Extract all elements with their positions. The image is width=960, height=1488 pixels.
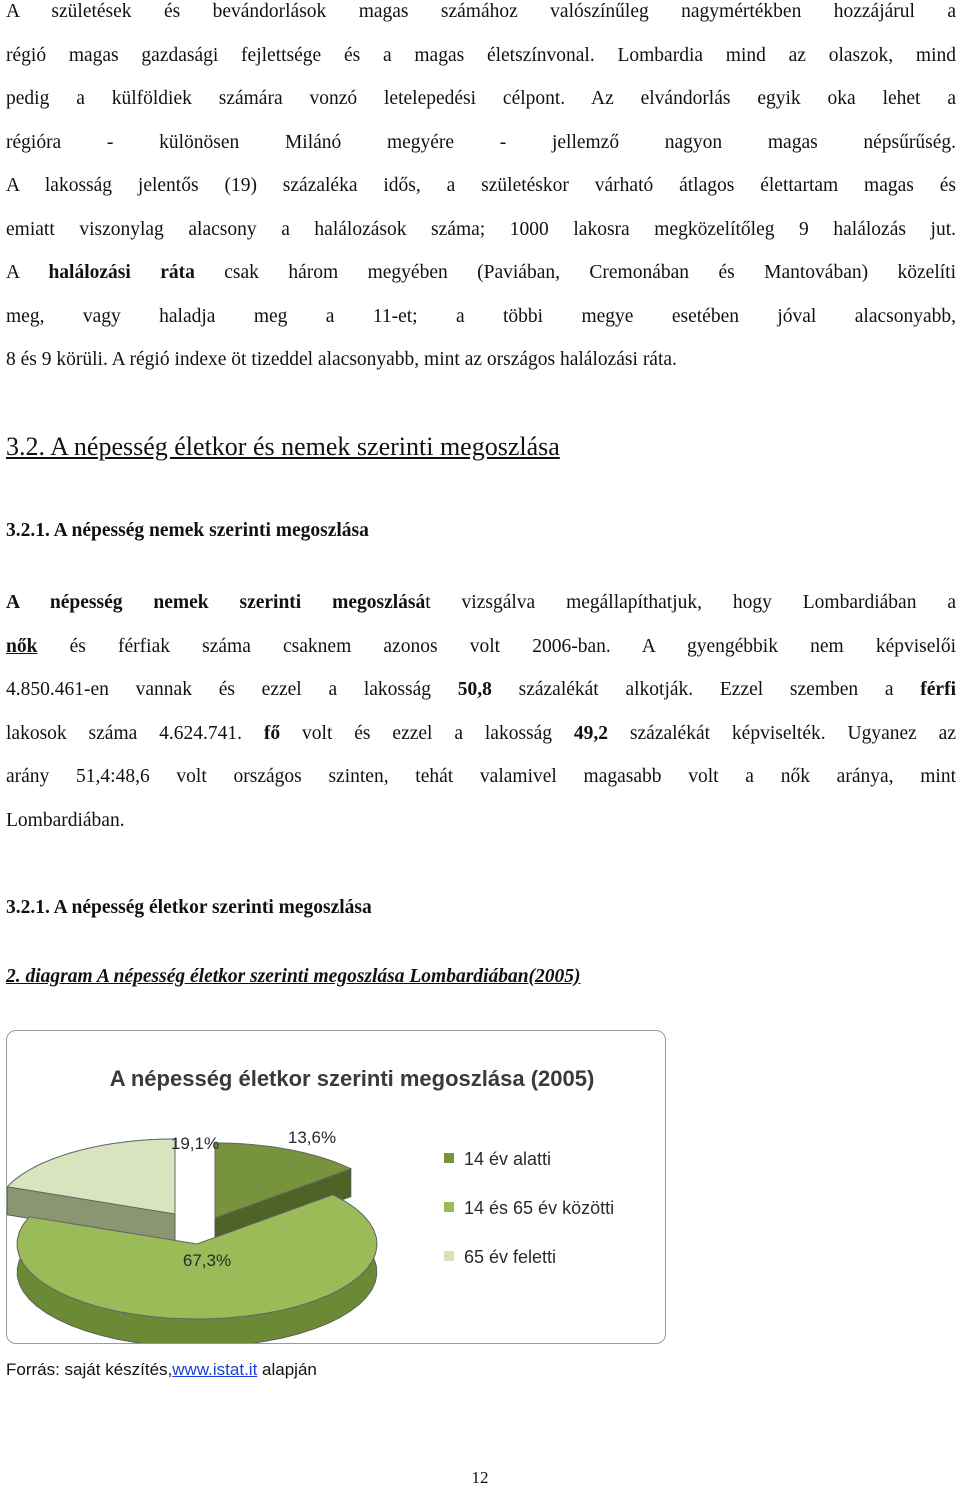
paragraph-line: arány 51,4:48,6 volt országos szinten, tehát valamivel magasabb volt a nők aránya, mint [6,766,956,787]
source-suffix: alapján [257,1360,317,1379]
legend-swatch [444,1153,454,1163]
chart-title: A népesség életkor szerinti megoszlása (2005) [109,1066,595,1091]
paragraph-line: Lombardiában. [6,809,125,831]
paragraph-line: régió magas gazdasági fejlettsége és a magas életszínvonal. Lombardia mind az olaszok, mind [6,44,956,66]
source-note [6,1357,317,1383]
bold-term: halálozási ráta [48,262,195,283]
legend-swatch [444,1202,454,1212]
paragraph-line: nők és férfiak száma csaknem azonos volt 2006-ban. A gyengébbik nem képviselői [6,635,956,657]
data-label: 67,3% [182,1251,232,1270]
legend-label: 65 év feletti [464,1247,557,1267]
pie-chart [6,1030,666,1344]
paragraph-line: A halálozási ráta csak három megyében (Paviában, Cremonában és Mantovában) közelíti [6,262,956,283]
section-title: 3.2. A népesség életkor és nemek szerinti megoszlása [6,432,560,461]
paragraph-gender [6,581,956,842]
pie-chart-svg [7,1031,665,1343]
chart-legend [444,1149,614,1267]
istat-link[interactable]: www.istat.it [172,1360,258,1379]
paragraph-line: meg, vagy haladja meg a 11-et; a többi megye esetében jóval alacsonyabb, [6,305,956,327]
paragraph-line: A lakosság jelentős (19) százaléka idős, a születéskor várható átlagos élettartam magas és [6,175,956,196]
paragraph-line: A népesség nemek szerinti megoszlását vizsgálva megállapíthatjuk, hogy Lombardiában a [6,592,956,613]
pie-slices [7,1128,377,1343]
subsection-title-gender: 3.2.1. A népesség nemek szerinti megoszlása [6,520,369,541]
paragraph-line: pedig a külföldiek számára vonzó letelepedési célpont. Az elvándorlás egyik oka lehet a [6,88,956,109]
legend-label: 14 és 65 év közötti [464,1198,615,1218]
subsection-title-age: 3.2.1. A népesség életkor szerinti megoszlása [6,897,372,918]
paragraph-line: lakosok száma 4.624.741. fő volt és ezzel a lakosság 49,2 százalékát képviselték. Ugyanez az [6,722,956,744]
paragraph-line: régióra - különösen Milánó megyére - jellemző nagyon magas népsűrűség. [6,131,956,153]
page-number: 12 [471,1468,489,1487]
paragraph-line: 8 és 9 körüli. A régió indexe öt tizeddel alacsonyabb, mint az országos halálozási ráta. [6,349,677,370]
data-label: 19,1% [170,1134,220,1153]
diagram-caption: 2. diagram A népesség életkor szerinti megoszlása Lombardiában(2005) [6,966,581,987]
paragraph-line: emiatt viszonylag alacsony a halálozások száma; 1000 lakosra megközelítőleg 9 halálozás jut. [6,218,956,240]
paragraph-birth-immigration [6,0,956,382]
source-prefix: Forrás: saját készítés, [6,1360,173,1379]
data-label: 13,6% [287,1128,337,1147]
paragraph-line: A születések és bevándorlások magas számához valószínűleg nagymértékben hozzájárul a [6,1,956,22]
legend-label: 14 év alatti [464,1149,552,1169]
legend-swatch [444,1251,454,1261]
paragraph-line: 4.850.461-en vannak és ezzel a lakosság 50,8 százalékát alkotják. Ezzel szemben a férfi [6,679,956,700]
